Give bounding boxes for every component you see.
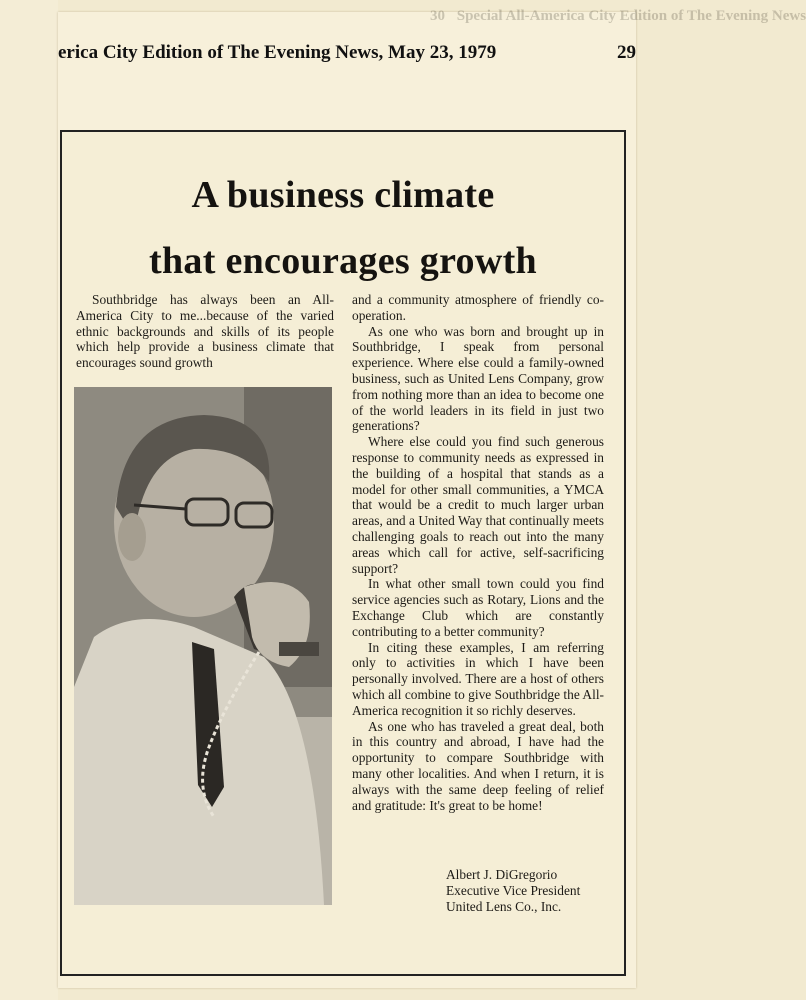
- paragraph: and a community atmosphere of friendly co-operation.: [352, 292, 604, 323]
- headline-line-2: that encourages growth: [149, 240, 537, 282]
- paragraph: As one who has traveled a great deal, both in this country and abroad, I have had the opportunity to compare Southbridge with many other localities. And when I return, it is always with the same deep feeling of relief and gratitude: It's great to be home!: [352, 718, 604, 813]
- scan-background: [0, 0, 58, 1000]
- bleed-through-page-number: 30: [430, 8, 445, 24]
- signature-name: Albert J. DiGregorio: [446, 867, 558, 882]
- edition-line: erica City Edition of The Evening News, May 23, 1979: [58, 42, 497, 63]
- paragraph: Southbridge has always been an All-America City to me...because of the varied ethnic backgrounds and skills of its people which help provide a business climate that encourages sound growth: [76, 292, 334, 371]
- right-column: [352, 292, 604, 813]
- bleed-through-header-line: Special All-America City Edition of The Evening News: [456, 8, 806, 24]
- portrait-photo: [74, 387, 332, 905]
- photo-illustration: [74, 387, 332, 905]
- signature-block: [446, 867, 616, 915]
- masthead: [58, 38, 636, 66]
- signature-title: Executive Vice President: [446, 883, 581, 898]
- headline: [62, 162, 624, 294]
- page-number: 29: [617, 42, 636, 63]
- bleed-through-header: [430, 8, 806, 25]
- signature-company: United Lens Co., Inc.: [446, 899, 562, 914]
- left-column: [76, 292, 334, 371]
- headline-line-1: A business climate: [191, 174, 495, 216]
- paragraph: As one who was born and brought up in Southbridge, I speak from personal experience. Where else could a family-owned business, such as United Lens Company, grow from nothing more than an idea to become one of the world leaders in its field in just two generations?: [352, 323, 604, 434]
- article-box: [60, 130, 626, 976]
- paragraph: In citing these examples, I am referring only to activities in which I have been personally involved. There are a host of others which all combine to give Southbridge the All-America recognition it so richly deserves.: [352, 639, 604, 718]
- paragraph: In what other small town could you find service agencies such as Rotary, Lions and the Exchange Club which are constantly contributing to a better community?: [352, 576, 604, 639]
- paragraph: Where else could you find such generous response to community needs as expressed in the building of a hospital that stands as a model for other small communities, a YMCA that would be a credit to much larger urban areas, and a United Way that continually meets challenging goals to reach out into the many areas which call for active, self-sacrificing support?: [352, 434, 604, 576]
